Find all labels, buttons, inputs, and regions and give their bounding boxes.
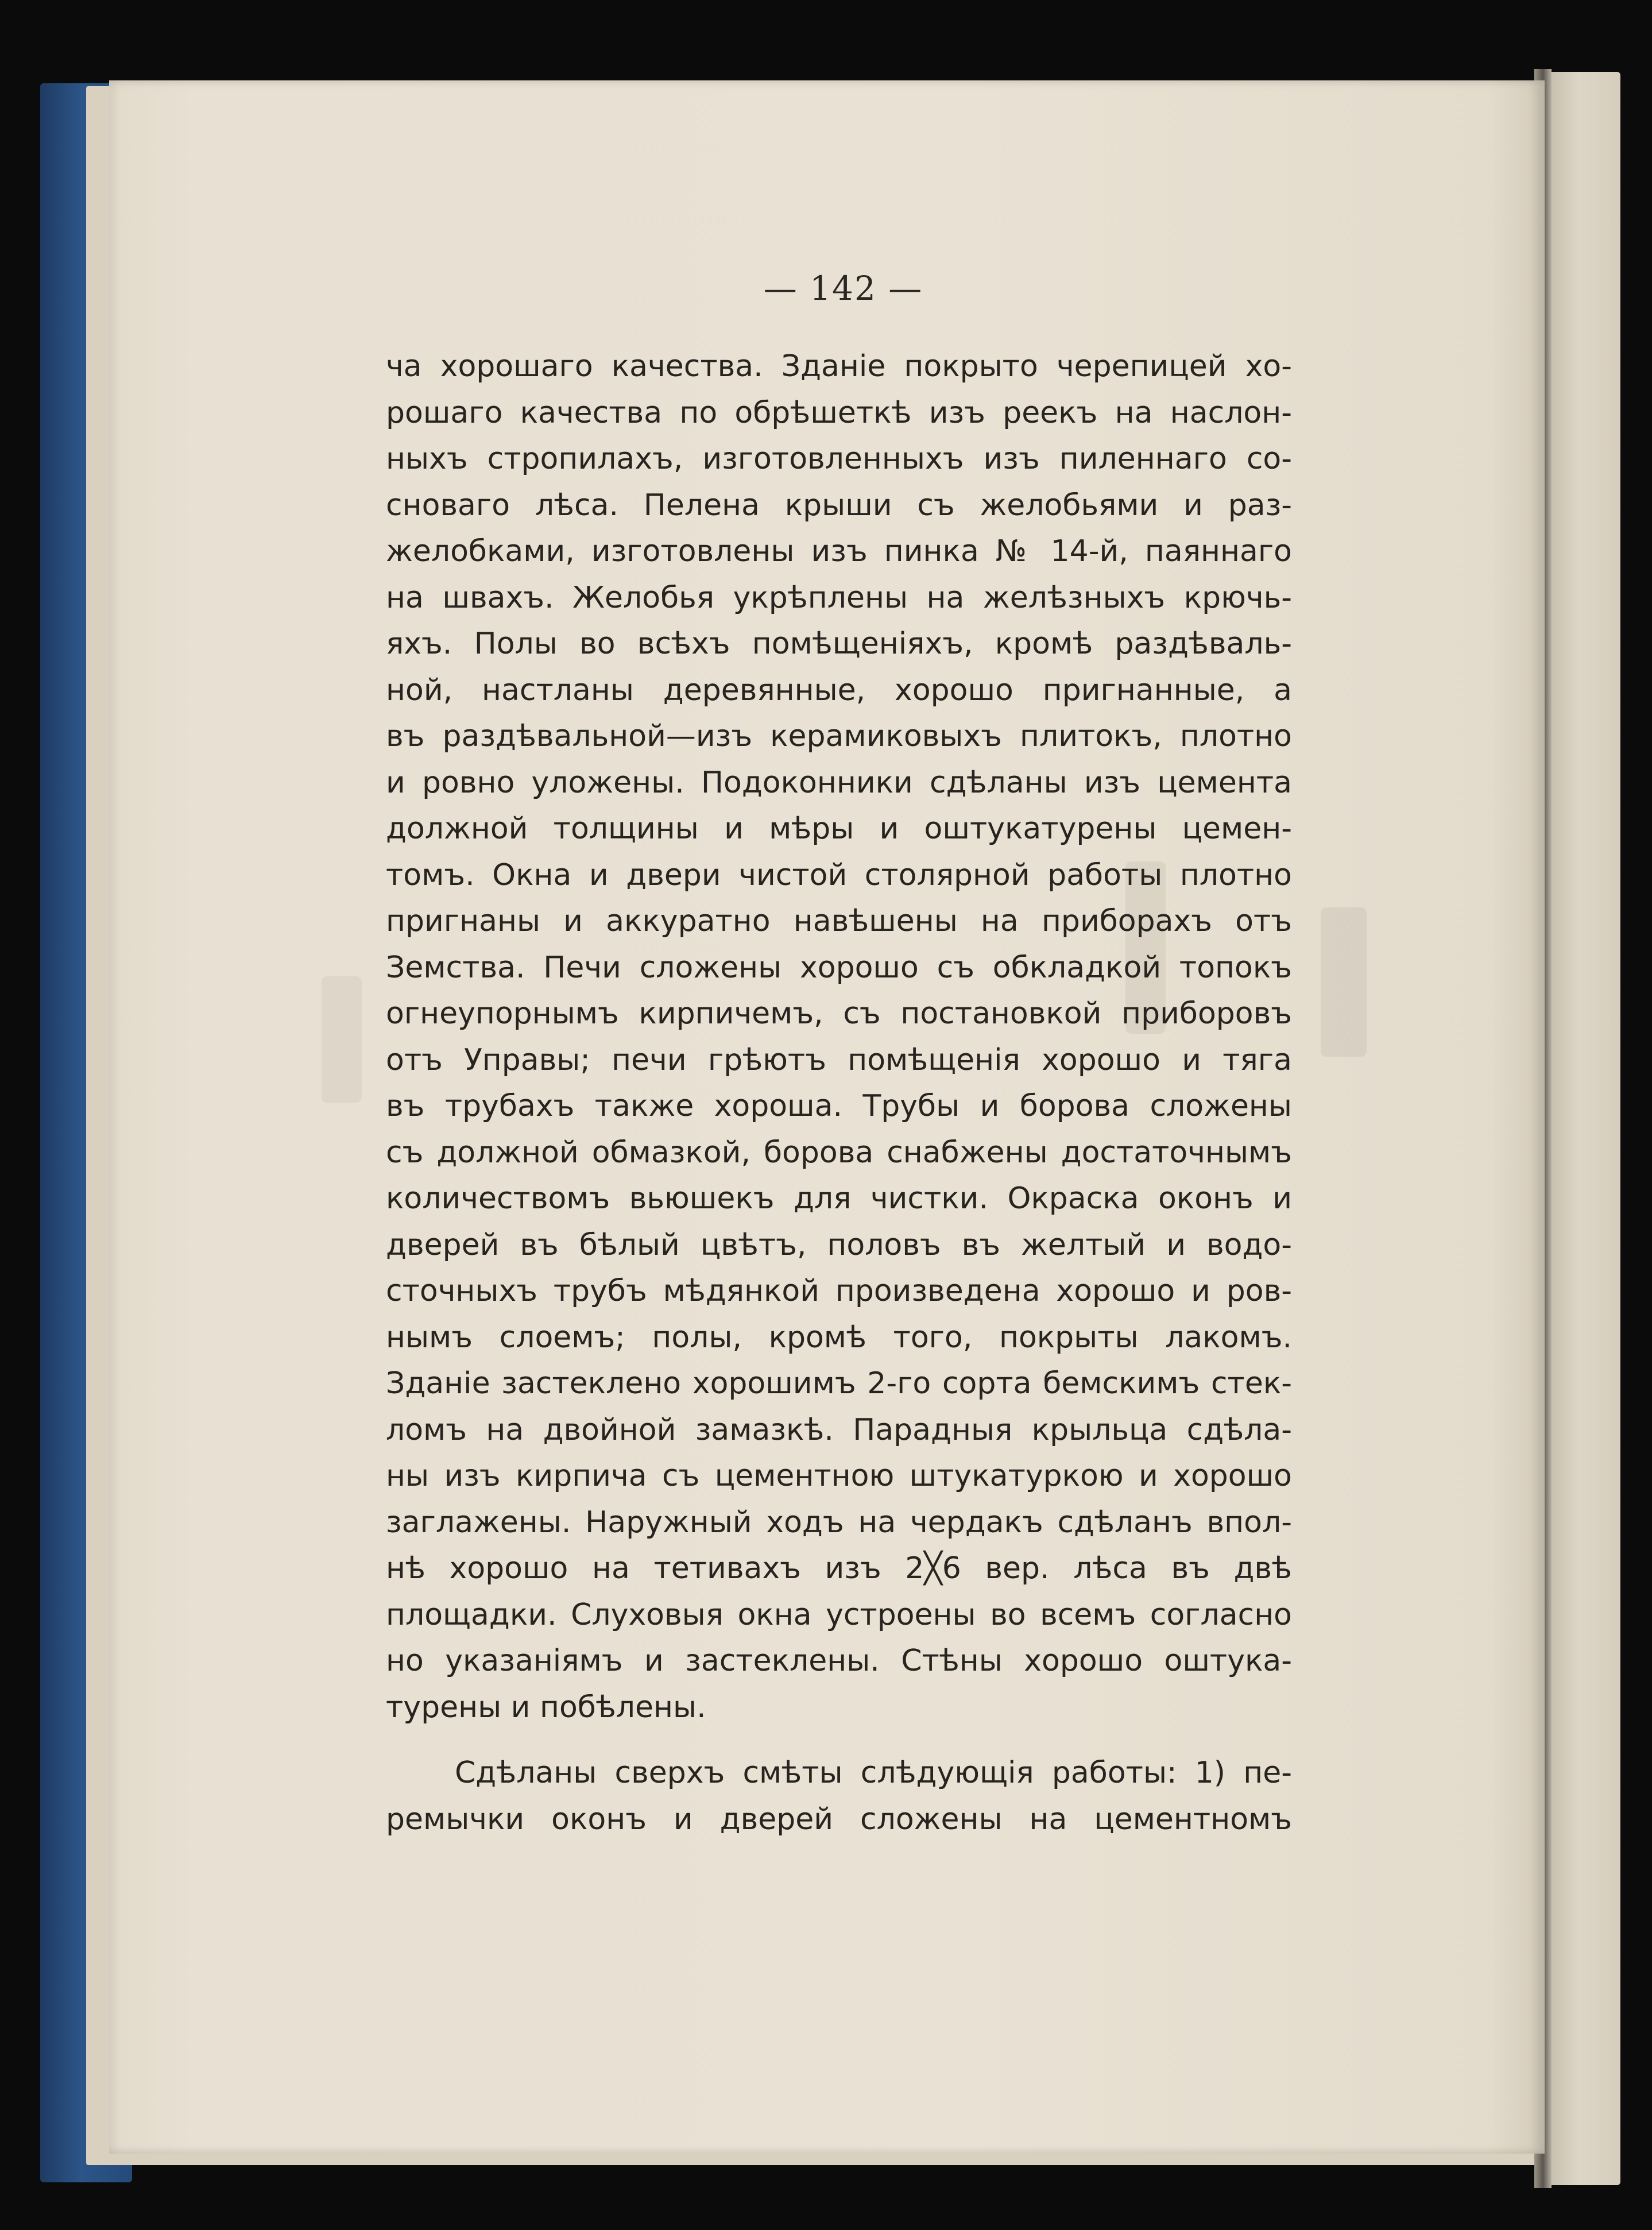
text-line: томъ. Окна и двери чистой столярной работы плотно [386,857,1292,892]
text-line: ной, настланы деревянные, хорошо пригнанные, а [386,673,1292,708]
text-line: огнеупорнымъ кирпичемъ, съ постановкой приборовъ [386,996,1292,1031]
text-line: ча хорошаго качества. Зданіе покрыто черепицей хо- [386,349,1292,384]
text-line: пригнаны и аккуратно навѣшены на приборахъ отъ [386,904,1292,938]
text-line: съ должной обмазкой, борова снабжены достаточнымъ [386,1135,1292,1170]
text-line: Зданіе застеклено хорошимъ 2-го сорта бемскимъ стек- [386,1366,1292,1401]
text-line: ремычки оконъ и дверей сложены на цементномъ [386,1802,1292,1837]
text-line: нѣ хорошо на тетивахъ изъ 2╳6 вер. лѣса въ двѣ [386,1551,1292,1586]
page-number: — 142 — [763,269,923,308]
text-line: количествомъ вьюшекъ для чистки. Окраска оконъ и [386,1181,1292,1216]
text-line: въ раздѣвальной—изъ керамиковыхъ плитокъ, плотно [386,719,1292,753]
text-line: площадки. Слуховыя окна устроены во всемъ согласно [386,1597,1292,1632]
text-line: нымъ слоемъ; полы, кромѣ того, покрыты лакомъ. [386,1320,1292,1355]
text-line: должной толщины и мѣры и оштукатурены цемен- [386,811,1292,846]
text-line: дверей въ бѣлый цвѣтъ, половъ въ желтый и водо- [386,1227,1292,1262]
text-line: отъ Управы; печи грѣютъ помѣщенія хорошо и тяга [386,1042,1292,1077]
text-line: желобками, изготовлены изъ пинка № 14-й, паяннаго [386,534,1292,569]
paragraph-gap [386,1730,1292,1750]
text-line: въ трубахъ также хороша. Трубы и борова сложены [386,1089,1292,1123]
text-line: но указаніямъ и застеклены. Стѣны хорошо оштука- [386,1644,1292,1678]
text-line: сноваго лѣса. Пелена крыши съ желобьями и раз- [386,488,1292,523]
page-body-text [386,343,1292,1842]
text-line: Земства. Печи сложены хорошо съ обкладкой топокъ [386,950,1292,985]
text-line: ны изъ кирпича съ цементною штукатуркою и хорошо [386,1459,1292,1493]
text-line: турены и побѣлены. [386,1690,706,1725]
facing-page-edge [1552,72,1620,2185]
text-line: и ровно уложены. Подоконники сдѣланы изъ цемента [386,765,1292,800]
text-line: на швахъ. Желобья укрѣплены на желѣзныхъ крючь- [386,580,1292,615]
text-line: ныхъ стропилахъ, изготовленныхъ изъ пиленнаго со- [386,442,1292,476]
text-line: рошаго качества по обрѣшеткѣ изъ реекъ на наслон- [386,395,1292,430]
text-line: заглажены. Наружный ходъ на чердакъ сдѣланъ впол- [386,1505,1292,1540]
text-line: яхъ. Полы во всѣхъ помѣщеніяхъ, кромѣ раздѣваль- [386,627,1292,661]
text-line: ломъ на двойной замазкѣ. Парадныя крыльца сдѣла- [386,1412,1292,1447]
text-line: Сдѣланы сверхъ смѣты слѣдующія работы: 1) пе- [455,1756,1292,1790]
text-line: сточныхъ трубъ мѣдянкой произведена хорошо и ров- [386,1274,1292,1308]
